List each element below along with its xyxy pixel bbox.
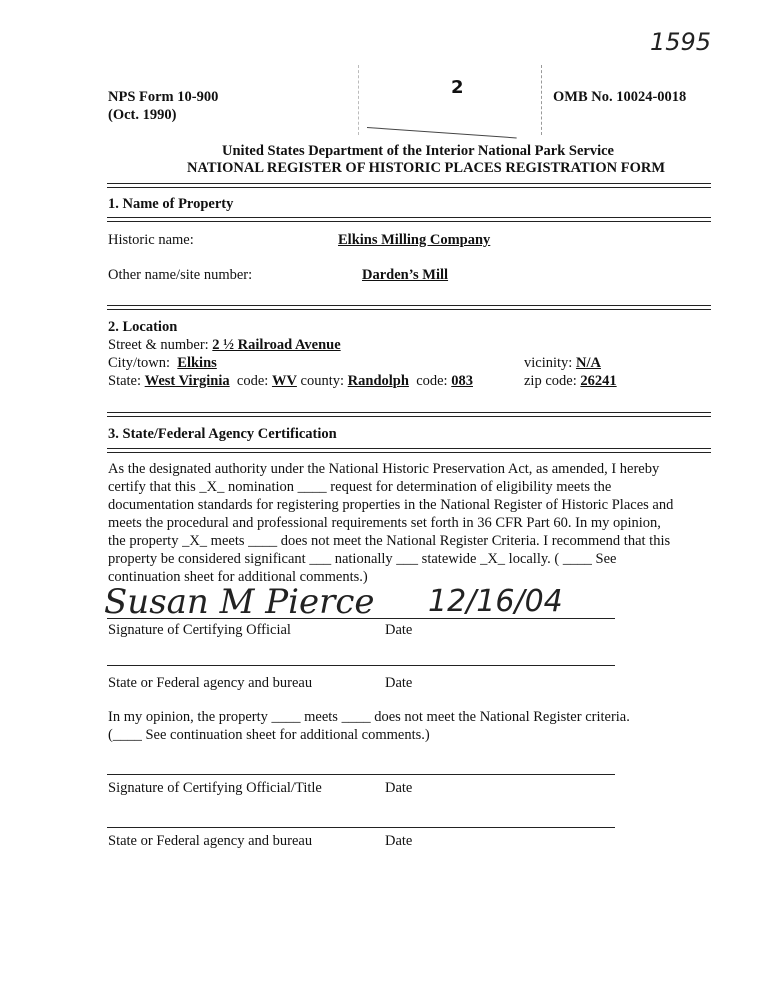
date-label: Date xyxy=(385,780,413,796)
city-label: City/town: xyxy=(108,355,171,371)
handwritten-signature: Susan M Pierce xyxy=(104,582,375,622)
county-code-value: 083 xyxy=(451,373,473,389)
agency-label: State or Federal agency and bureau xyxy=(108,833,313,849)
stamp-number: 2 xyxy=(451,77,464,98)
paragraph-line: As the designated authority under the National Historic Preservation Act, as amended, I hereby xyxy=(108,461,660,477)
street-label: Street & number: xyxy=(108,337,209,353)
divider xyxy=(107,183,711,188)
zip-label: zip code: xyxy=(524,373,577,389)
divider xyxy=(107,217,711,222)
historic-name-label: Historic name: xyxy=(108,232,194,248)
divider xyxy=(107,412,711,417)
historic-name-value: Elkins Milling Company xyxy=(338,232,491,248)
city-value: Elkins xyxy=(177,355,217,371)
signature-line xyxy=(107,618,615,619)
certification-paragraph xyxy=(108,460,718,586)
signature-label: Signature of Certifying Official xyxy=(108,622,291,638)
paragraph-line: certify that this _X_ nomination ____ request for determination of eligibility meets the xyxy=(108,479,612,495)
signature-line xyxy=(107,665,615,666)
state-code-label: code: xyxy=(236,373,269,389)
county-code-label: code: xyxy=(416,373,448,389)
county-label: county: xyxy=(300,373,345,389)
handwritten-number: 1595 xyxy=(650,28,712,56)
street-value: 2 ½ Railroad Avenue xyxy=(212,337,341,353)
vicinity-label: vicinity: xyxy=(524,355,573,371)
date-label: Date xyxy=(385,675,413,691)
date-label: Date xyxy=(385,622,413,638)
section3-heading: 3. State/Federal Agency Certification xyxy=(108,426,337,442)
opinion-line: (____ See continuation sheet for additional comments.) xyxy=(108,727,430,743)
divider xyxy=(107,305,711,310)
form-number: NPS Form 10-900 xyxy=(108,89,219,105)
state-label: State: xyxy=(108,373,142,389)
divider xyxy=(107,448,711,453)
opinion-line: In my opinion, the property ____ meets ____ does not meet the National Register criteria. xyxy=(108,709,630,725)
other-name-label: Other name/site number: xyxy=(108,267,253,283)
vicinity-value: N/A xyxy=(575,355,601,371)
other-name-value: Darden’s Mill xyxy=(362,267,449,283)
county-value: Randolph xyxy=(347,373,409,389)
paragraph-line: meets the procedural and professional requirements set forth in 36 CFR Part 60. In my opinion, xyxy=(108,515,661,531)
form-title: NATIONAL REGISTER OF HISTORIC PLACES REGISTRATION FORM xyxy=(186,160,666,176)
section1-heading: 1. Name of Property xyxy=(108,196,234,212)
paragraph-line: the property _X_ meets ____ does not meet the National Register Criteria. I recommend that this xyxy=(108,533,671,549)
state-value: West Virginia xyxy=(144,373,230,389)
paragraph-line: property be considered significant ___ nationally ___ statewide _X_ locally. ( ____ See xyxy=(108,551,617,567)
agency-label: State or Federal agency and bureau xyxy=(108,675,313,691)
form-date: (Oct. 1990) xyxy=(108,107,177,123)
handwritten-date: 12/16/04 xyxy=(428,584,563,619)
signature-line xyxy=(107,774,615,775)
received-stamp xyxy=(358,65,542,135)
paragraph-line: continuation sheet for additional comments.) xyxy=(108,569,368,585)
department-title: United States Department of the Interior National Park Service xyxy=(222,143,614,159)
signature-label: Signature of Certifying Official/Title xyxy=(108,780,322,796)
paragraph-line: documentation standards for registering properties in the National Register of Historic Places and xyxy=(108,497,674,513)
state-code-value: WV xyxy=(271,373,297,389)
zip-value: 26241 xyxy=(580,373,617,389)
date-label: Date xyxy=(385,833,413,849)
signature-line xyxy=(107,827,615,828)
omb-number: OMB No. 10024-0018 xyxy=(553,89,687,105)
section2-heading: 2. Location xyxy=(108,319,178,335)
